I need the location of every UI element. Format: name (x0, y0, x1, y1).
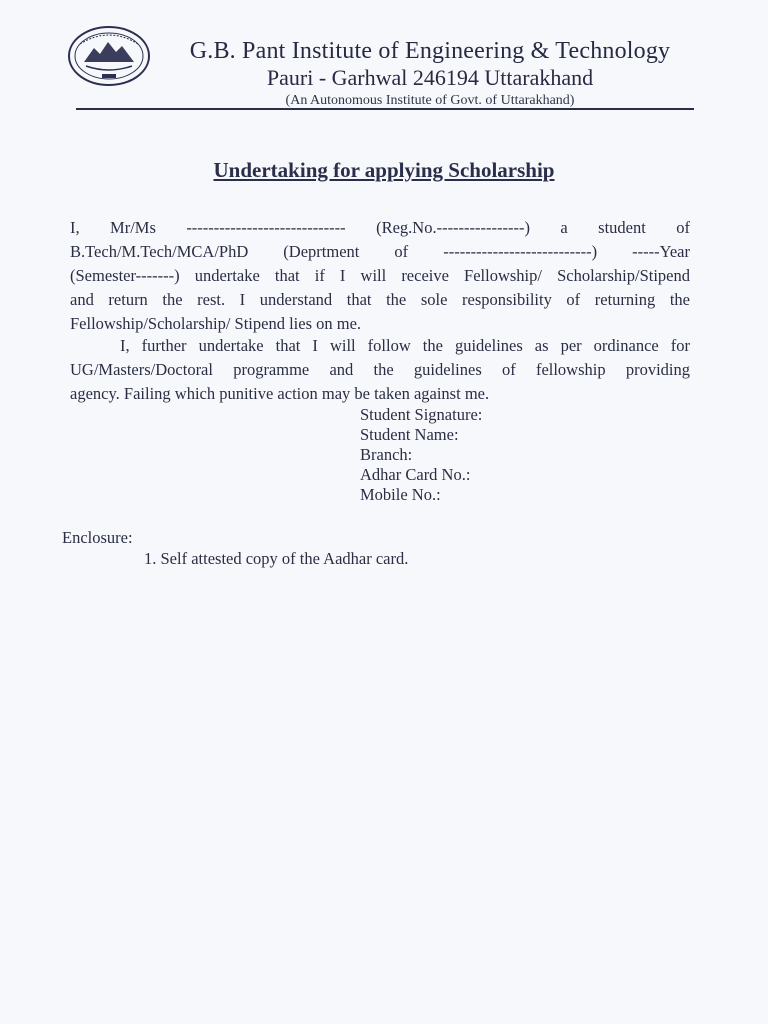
paragraph-line: I, further undertake that I will follow the guidelines as per ordinance for (120, 336, 690, 355)
paragraph-line: B.Tech/M.Tech/MCA/PhD (Deprtment of ---------------------------) -----Year (70, 242, 690, 261)
paragraph-line: Fellowship/Scholarship/ Stipend lies on me. (70, 314, 362, 333)
field-mobile: Mobile No.: (360, 485, 441, 504)
paragraph-line: agency. Failing which punitive action may be taken against me. (70, 384, 490, 403)
enclosure-item: 1. Self attested copy of the Aadhar card. (144, 549, 409, 568)
enclosure-label: Enclosure: (62, 528, 133, 547)
student-details-block (360, 405, 482, 505)
paragraph-line: UG/Masters/Doctoral programme and the guidelines of fellowship providing (70, 360, 690, 379)
paragraph-line: I, Mr/Ms ----------------------------- (Reg.No.----------------) a student of (70, 218, 690, 237)
paragraph-line: and return the rest. I understand that the sole responsibility of returning the (70, 290, 690, 309)
paragraph-undertaking (70, 216, 690, 336)
institute-name: G.B. Pant Institute of Engineering & Technology (189, 38, 671, 64)
paragraph-line: (Semester-------) undertake that if I will receive Fellowship/ Scholarship/Stipend (70, 266, 690, 285)
institute-subtitle: (An Autonomous Institute of Govt. of Uttarakhand) (285, 93, 575, 108)
institute-seal-logo (66, 24, 152, 88)
field-branch: Branch: (360, 445, 413, 464)
institute-address: Pauri - Garhwal 246194 Uttarakhand (266, 65, 594, 90)
field-student-signature: Student Signature: (360, 405, 483, 424)
document-title: Undertaking for applying Scholarship (213, 158, 555, 182)
field-student-name: Student Name: (360, 425, 459, 444)
paragraph-guidelines (70, 334, 690, 406)
field-adhar-card: Adhar Card No.: (360, 465, 471, 484)
header-divider (76, 108, 694, 110)
